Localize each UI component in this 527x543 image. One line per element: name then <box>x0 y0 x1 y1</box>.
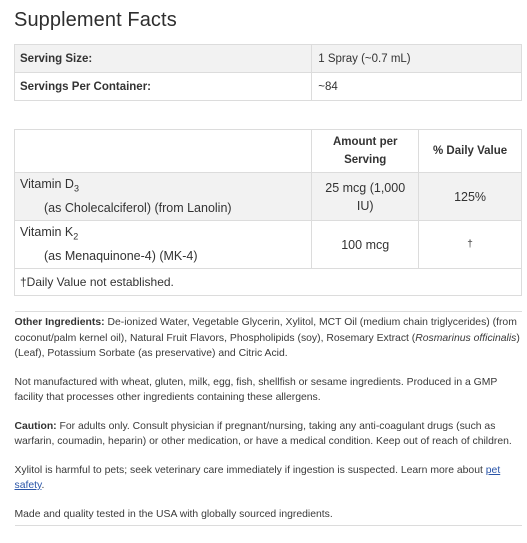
nutrient-amount: 100 mcg <box>312 221 419 269</box>
other-ingredients-label: Other Ingredients: <box>14 317 105 328</box>
nutrient-row-vitamin-d3 <box>15 173 522 221</box>
nutrient-amount <box>312 173 419 221</box>
other-ingredients-paragraph <box>15 315 522 362</box>
product-info-row <box>15 312 522 526</box>
servings-per-container-value: ~84 <box>312 73 522 101</box>
xylitol-paragraph <box>15 463 522 494</box>
page-title: Supplement Facts <box>14 9 177 31</box>
caution-text: For adults only. Consult physician if pregnant/nursing, taking any anti-coagulant drugs (such as warfarin, coumadin, heparin) or other medication, or have a medical condition. Keep out of reach of children. <box>14 420 512 447</box>
nutrient-amount-line1: 25 mcg (1,000 <box>325 180 406 195</box>
caution-label: Caution: <box>14 420 57 432</box>
daily-value-header: % Daily Value <box>419 130 522 173</box>
other-ingredients-text1: De-ionized Water, Vegetable Glycerin, Xylitol, MCT Oil (medium chain triglycerides) (from coconut/palm kernel oil), Natural Fruit Flavors, Phospholipids (soy), Rosemary Extract ( <box>14 317 517 344</box>
nutrient-name: Vitamin K <box>20 225 74 240</box>
pet-safety-link[interactable]: pet safety <box>14 464 501 491</box>
nutrient-name-cell <box>15 221 312 269</box>
xylitol-text: Xylitol is harmful to pets; seek veterinary care immediately if ingestion is suspected. Learn more about <box>14 464 486 476</box>
nutrient-detail: (as Cholecalciferol) (from Lanolin) <box>44 200 232 215</box>
serving-size-label: Serving Size: <box>15 45 312 73</box>
nutrient-name-cell <box>15 173 312 221</box>
servings-per-container-label: Servings Per Container: <box>15 73 312 101</box>
nutrient-row-vitamin-k2 <box>15 221 522 269</box>
caution-paragraph <box>15 419 522 450</box>
table-spacer <box>15 101 522 130</box>
amount-per-serving-header <box>312 130 419 173</box>
nutrient-subscript: 2 <box>73 231 79 242</box>
supplement-facts-table <box>14 44 522 526</box>
made-in-paragraph: Made and quality tested in the USA with globally sourced ingredients. <box>14 508 333 520</box>
other-ingredients-text2: ) (Leaf), Potassium Sorbate (as preservative) and Citric Acid. <box>14 332 520 359</box>
nutrient-detail: (as Menaquinone-4) (MK-4) <box>44 248 198 263</box>
nutrient-name: Vitamin D <box>20 177 74 192</box>
other-ingredients-italic: Rosmarinus officinalis <box>415 332 517 344</box>
xylitol-end: . <box>41 480 45 491</box>
servings-per-container-row <box>15 73 522 101</box>
footnote-row <box>15 269 522 296</box>
nutrient-amount-line2: IU) <box>356 198 374 213</box>
nutrient-subscript: 3 <box>73 183 79 194</box>
nutrient-daily-value: 125% <box>419 173 522 221</box>
amount-header-line1: Amount per <box>332 136 398 148</box>
serving-size-value: 1 Spray (~0.7 mL) <box>312 45 522 73</box>
nutrient-header-row <box>15 130 522 173</box>
nutrient-daily-value: † <box>419 221 522 269</box>
table-spacer <box>15 296 522 312</box>
amount-header-line2: Serving <box>344 154 387 166</box>
allergen-paragraph: Not manufactured with wheat, gluten, milk, egg, fish, shellfish or sesame ingredients. Produced in a GMP facility that processes other ingredients containing these allergens. <box>14 376 498 403</box>
daily-value-footnote: †Daily Value not established. <box>15 269 522 296</box>
product-info-cell <box>15 312 522 526</box>
serving-size-row <box>15 45 522 73</box>
header-blank-cell <box>15 130 312 173</box>
